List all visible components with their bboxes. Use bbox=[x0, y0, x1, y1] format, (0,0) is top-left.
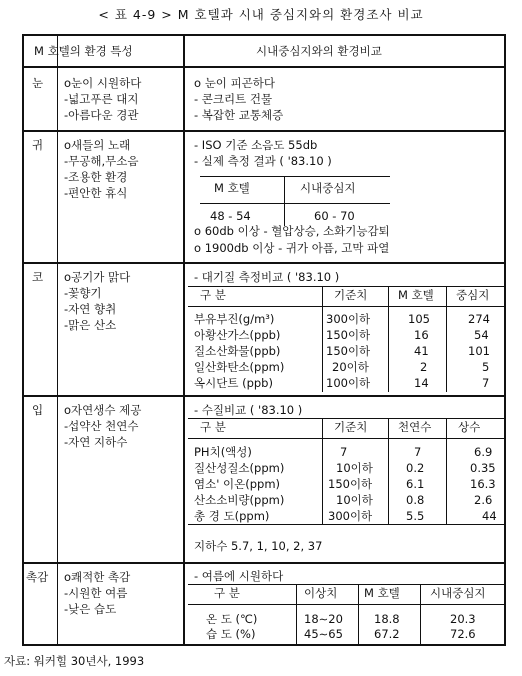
water-row-value: 0.8 bbox=[406, 493, 425, 507]
air-table-top bbox=[188, 286, 504, 287]
climate-header: 시내중심지 bbox=[430, 586, 486, 600]
comparison-text: o 눈이 피곤하다 bbox=[194, 76, 276, 90]
noise-table-top bbox=[200, 176, 390, 177]
water-table-divider bbox=[446, 418, 447, 524]
air-header: 구 분 bbox=[200, 288, 226, 302]
feature-text: o자연생수 제공 bbox=[64, 403, 142, 417]
comparison-text: - 콘크리트 건물 bbox=[194, 92, 273, 106]
noise-header-hotel: M 호텔 bbox=[214, 181, 250, 195]
water-header: 기준치 bbox=[334, 420, 368, 434]
water-row-value: 10이하 bbox=[336, 493, 373, 507]
section-label-eye: 눈 bbox=[32, 76, 44, 90]
air-row-label: 일산화탄소(ppm) bbox=[194, 360, 285, 374]
header-right: 시내중심지와의 환경비교 bbox=[256, 44, 382, 58]
noise-table-mid bbox=[200, 203, 390, 204]
section-separator bbox=[23, 130, 505, 132]
feature-text: -자연 지하수 bbox=[64, 435, 128, 449]
noise-header-city: 시내중심지 bbox=[300, 181, 356, 195]
water-row-value: 6.9 bbox=[474, 445, 493, 459]
climate-row-value: 45∼65 bbox=[304, 627, 343, 641]
comparison-text: - 복잡한 교통체증 bbox=[194, 108, 284, 122]
noise-value-hotel: 48 - 54 bbox=[210, 209, 251, 223]
climate-table-top bbox=[188, 584, 504, 585]
water-row-label: PH치(액성) bbox=[194, 445, 252, 459]
comparison-text: o 1900db 이상 - 귀가 아픔, 고막 파열 bbox=[194, 241, 390, 255]
comparison-text: - ISO 기준 소음도 55db bbox=[194, 138, 318, 152]
feature-text: -맑은 산소 bbox=[64, 318, 117, 332]
air-row-value: 5 bbox=[482, 360, 490, 374]
water-row-label: 염소' 이온(ppm) bbox=[194, 477, 281, 491]
air-row-value: 7 bbox=[482, 376, 490, 390]
water-table-header-line bbox=[188, 438, 504, 439]
water-table-divider bbox=[388, 418, 389, 524]
comparison-text: - 실제 측정 결과 ( '83.10 ) bbox=[194, 154, 332, 168]
feature-text: -넓고푸른 대지 bbox=[64, 92, 139, 106]
water-table-bottom bbox=[188, 524, 504, 525]
climate-row-label: 온 도 (℃) bbox=[206, 612, 258, 626]
noise-table-divider bbox=[284, 176, 285, 226]
air-row-value: 54 bbox=[474, 328, 489, 342]
air-row-label: 부유부진(g/m³) bbox=[194, 312, 275, 326]
water-row-value: 44 bbox=[482, 509, 497, 523]
comparison-text: - 대기질 측정비교 ( '83.10 ) bbox=[194, 270, 340, 284]
air-row-value: 101 bbox=[468, 344, 490, 358]
air-row-value: 150이하 bbox=[326, 328, 371, 342]
air-row-label: 질소산화물(ppb) bbox=[194, 344, 281, 358]
feature-text: -자연 향취 bbox=[64, 302, 117, 316]
air-header: 중심지 bbox=[456, 288, 490, 302]
air-row-value: 105 bbox=[408, 312, 430, 326]
air-table-divider bbox=[322, 286, 323, 392]
feature-text: -아름다운 경관 bbox=[64, 108, 139, 122]
comparison-text: o 60db 이상 - 혈압상승, 소화기능감퇴 bbox=[194, 224, 390, 238]
climate-header: M 호텔 bbox=[364, 586, 400, 600]
air-row-value: 150이하 bbox=[326, 344, 371, 358]
air-row-value: 16 bbox=[414, 328, 429, 342]
air-row-value: 20이하 bbox=[332, 360, 369, 374]
feature-column-divider bbox=[183, 35, 185, 645]
section-separator bbox=[23, 562, 505, 564]
water-row-label: 산소소비량(ppm) bbox=[194, 493, 285, 507]
comparison-text: - 수질비교 ( '83.10 ) bbox=[194, 403, 303, 417]
feature-text: -편안한 휴식 bbox=[64, 186, 128, 200]
feature-text: o새들의 노래 bbox=[64, 138, 131, 152]
climate-row-value: 18.8 bbox=[374, 612, 400, 626]
feature-text: -조용한 환경 bbox=[64, 170, 128, 184]
air-table-divider bbox=[388, 286, 389, 392]
feature-text: -낮은 습도 bbox=[64, 602, 117, 616]
air-table-header-line bbox=[188, 306, 504, 307]
water-row-value: 6.1 bbox=[406, 477, 425, 491]
air-header: M 호텔 bbox=[398, 288, 434, 302]
groundwater-text: 지하수 5.7, 1, 10, 2, 37 bbox=[194, 539, 323, 553]
air-row-value: 41 bbox=[414, 344, 429, 358]
water-row-value: 0.2 bbox=[406, 461, 425, 475]
water-row-value: 0.35 bbox=[470, 461, 496, 475]
water-row-label: 질산성질소(ppm) bbox=[194, 461, 285, 475]
air-table-divider bbox=[446, 286, 447, 392]
water-table-top bbox=[188, 418, 504, 419]
section-label-ear: 귀 bbox=[32, 138, 44, 152]
air-row-label: 옥시단트 (ppb) bbox=[194, 376, 273, 390]
table-title: < 표 4-9 > M 호텔과 시내 중심지와의 환경조사 비교 bbox=[98, 7, 424, 22]
air-header: 기준치 bbox=[334, 288, 368, 302]
water-row-value: 7 bbox=[414, 445, 422, 459]
water-row-value: 7 bbox=[340, 445, 348, 459]
water-header: 구 분 bbox=[200, 420, 226, 434]
feature-text: -무공해,무소음 bbox=[64, 154, 139, 168]
water-row-value: 300이하 bbox=[328, 509, 373, 523]
air-row-value: 274 bbox=[468, 312, 490, 326]
feature-text: o공기가 맑다 bbox=[64, 270, 131, 284]
climate-row-value: 18∼20 bbox=[304, 612, 343, 626]
climate-row-label: 습 도 (%) bbox=[206, 627, 256, 641]
source-note: 자료: 워커힐 30년사, 1993 bbox=[4, 654, 145, 668]
header-separator bbox=[23, 66, 505, 68]
water-header: 상수 bbox=[458, 420, 481, 434]
climate-table-divider bbox=[358, 584, 359, 644]
section-separator bbox=[23, 395, 505, 397]
section-label-touch: 촉감 bbox=[26, 570, 49, 584]
climate-header: 이상치 bbox=[304, 586, 338, 600]
climate-header: 구 분 bbox=[214, 586, 240, 600]
air-row-value: 100이하 bbox=[326, 376, 371, 390]
air-row-value: 300이하 bbox=[326, 312, 371, 326]
water-table-divider bbox=[322, 418, 323, 524]
water-header: 천연수 bbox=[398, 420, 432, 434]
climate-row-value: 67.2 bbox=[374, 627, 400, 641]
climate-row-value: 72.6 bbox=[450, 627, 476, 641]
feature-text: o쾌적한 촉감 bbox=[64, 570, 131, 584]
climate-table-divider bbox=[420, 584, 421, 644]
noise-value-city: 60 - 70 bbox=[314, 209, 355, 223]
water-row-value: 5.5 bbox=[406, 509, 425, 523]
water-row-value: 10이하 bbox=[336, 461, 373, 475]
water-row-value: 16.3 bbox=[470, 477, 496, 491]
water-row-value: 150이하 bbox=[328, 477, 373, 491]
feature-text: o눈이 시원하다 bbox=[64, 76, 142, 90]
header-left: M 호텔의 환경 특성 bbox=[34, 44, 133, 58]
water-row-value: 2.6 bbox=[474, 493, 493, 507]
section-separator bbox=[23, 262, 505, 264]
feature-text: -꽃향기 bbox=[64, 286, 102, 300]
air-row-label: 아황산가스(ppb) bbox=[194, 328, 281, 342]
feature-text: -시원한 여름 bbox=[64, 586, 128, 600]
comparison-text: - 여름에 시원하다 bbox=[194, 569, 284, 583]
section-label-nose: 코 bbox=[32, 270, 44, 284]
water-row-label: 총 경 도(ppm) bbox=[194, 509, 270, 523]
label-column-divider bbox=[57, 35, 58, 645]
feature-text: -섭약산 천연수 bbox=[64, 419, 139, 433]
climate-table-divider bbox=[296, 584, 297, 644]
section-label-mouth: 입 bbox=[32, 403, 44, 417]
air-row-value: 2 bbox=[420, 360, 428, 374]
air-row-value: 14 bbox=[414, 376, 429, 390]
climate-row-value: 20.3 bbox=[450, 612, 476, 626]
climate-table-header-line bbox=[188, 604, 504, 605]
